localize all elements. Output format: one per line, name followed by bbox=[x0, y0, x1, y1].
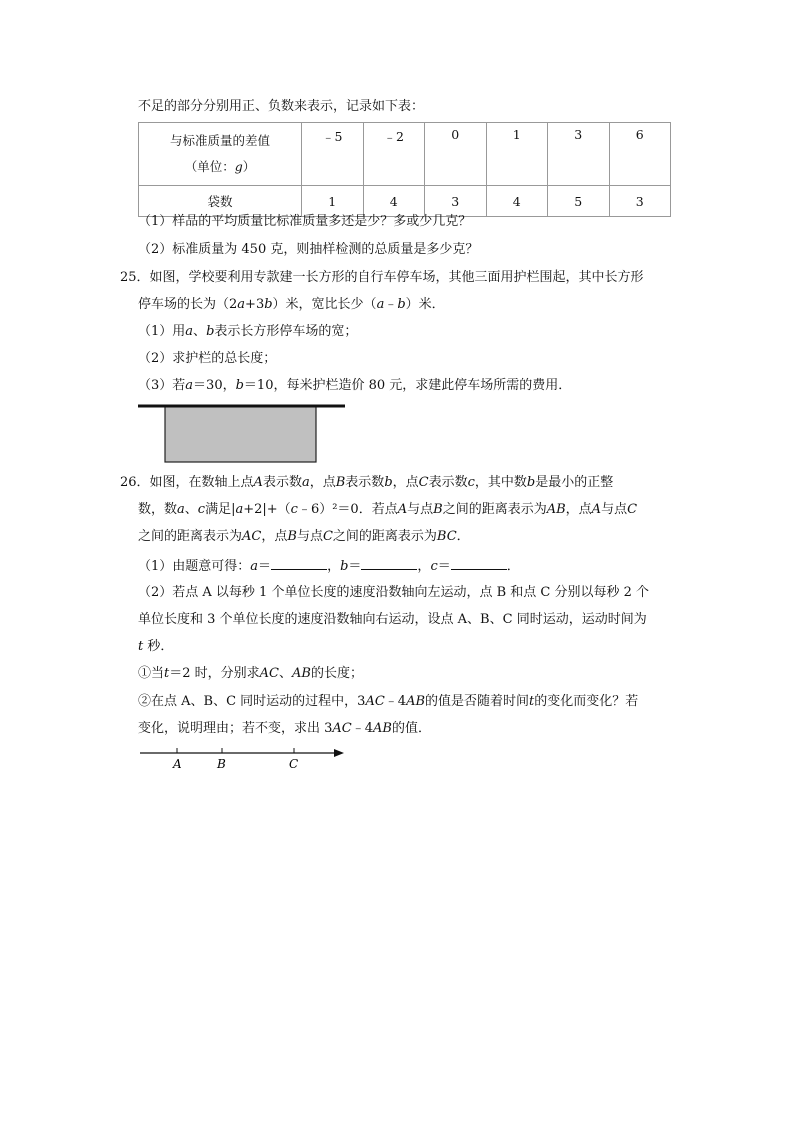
q26-line1: 26．如图，在数轴上点A表示数a，点B表示数b，点C表示数c，其中数b是最小的正整 bbox=[120, 475, 614, 490]
table-cell: 3 bbox=[609, 186, 671, 217]
q26-part1: （1）由题意可得：a＝ ，b＝ ，c＝ ． bbox=[138, 555, 520, 577]
q26-sub2-cont: 变化，说明理由；若不变，求出 3AC﹣4AB的值． bbox=[138, 721, 431, 736]
point-label-c: C bbox=[289, 757, 299, 771]
parking-lot-rect bbox=[165, 406, 316, 462]
q24-part2: （2）标准质量为 450 克，则抽样检测的总质量是多少克？ bbox=[138, 242, 479, 257]
table-cell: 4 bbox=[363, 186, 425, 217]
q25-line1: 25．如图，学校要利用专款建一长方形的自行车停车场，其他三面用护栏围起，其中长方形 bbox=[120, 270, 644, 285]
q24-part1: （1）样品的平均质量比标准质量多还是少？多或少几克？ bbox=[138, 214, 472, 229]
table-cell: 6 bbox=[609, 123, 671, 186]
q26-part2-line1: （2）若点 A 以每秒 1 个单位长度的速度沿数轴向左运动，点 B 和点 C 分别以每秒 2 个 bbox=[138, 585, 650, 600]
arrow-head-icon bbox=[334, 749, 344, 757]
table-cell: 4 bbox=[486, 186, 548, 217]
table-cell: ﹣2 bbox=[363, 123, 425, 186]
q25-part1: （1）用a、b表示长方形停车场的宽； bbox=[138, 324, 358, 339]
table-cell: 3 bbox=[548, 123, 610, 186]
parking-lot-figure bbox=[138, 402, 348, 464]
table-header-count: 袋数 bbox=[139, 186, 302, 217]
number-line-figure bbox=[140, 744, 350, 774]
table-cell: 3 bbox=[425, 186, 487, 217]
q26-part2-line3: t 秒． bbox=[138, 639, 174, 654]
point-label-a: A bbox=[173, 757, 182, 771]
table-cell: 5 bbox=[548, 186, 610, 217]
q25-part3: （3）若a＝30，b＝10，每米护栏造价 80 元，求建此停车场所需的费用． bbox=[138, 378, 572, 393]
mass-difference-table bbox=[138, 122, 671, 217]
intro-text: 不足的部分分别用正、负数来表示，记录如下表： bbox=[138, 99, 425, 114]
table-cell: 0 bbox=[425, 123, 487, 186]
q26-line3: 之间的距离表示为AC，点B与点C之间的距离表示为BC． bbox=[138, 529, 470, 544]
answer-blank-a[interactable] bbox=[271, 555, 327, 570]
q26-part2-line2: 单位长度和 3 个单位长度的速度沿数轴向右运动，设点 A、B、C 同时运动，运动时间为 bbox=[138, 612, 647, 627]
answer-blank-b[interactable] bbox=[361, 555, 417, 570]
q25-line2: 停车场的长为（2a+3b）米，宽比长少（a﹣b）米． bbox=[138, 297, 445, 312]
table-header-diff: 与标准质量的差值 （单位：g） bbox=[139, 123, 302, 186]
table-cell: 1 bbox=[302, 186, 364, 217]
q25-part2: （2）求护栏的总长度； bbox=[138, 351, 277, 366]
answer-blank-c[interactable] bbox=[451, 555, 507, 570]
point-label-b: B bbox=[217, 757, 226, 771]
q26-sub2: ②在点 A、B、C 同时运动的过程中，3AC﹣4AB的值是否随着时间t的变化而变化？若 bbox=[138, 694, 639, 709]
table-cell: ﹣5 bbox=[302, 123, 364, 186]
table-cell: 1 bbox=[486, 123, 548, 186]
q26-sub1: ①当t＝2 时，分别求AC、AB的长度； bbox=[138, 666, 363, 681]
q26-line2: 数，数a、c满足|a+2|+（c﹣6）²＝0．若点A与点B之间的距离表示为AB，点A与点C bbox=[138, 502, 638, 517]
